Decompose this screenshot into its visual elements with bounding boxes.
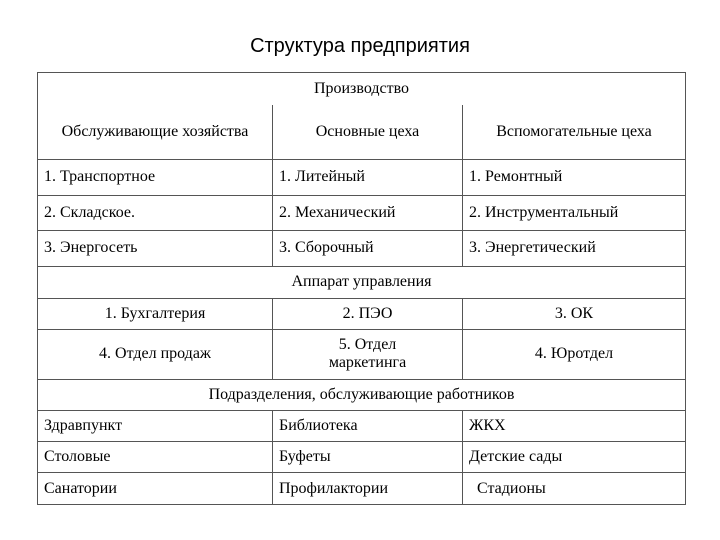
table-cell: 3. Энергосеть [38,231,273,266]
column-header-service: Обслуживающие хозяйства [38,105,273,160]
table-cell: Санатории [38,473,273,505]
table-cell: Буфеты [273,442,463,473]
production-columns-row [38,105,686,160]
table-cell: 5. Отдел маркетинга [273,329,463,380]
services-heading: Подразделения, обслуживающие работников [38,380,686,410]
table-row [38,410,686,441]
table-cell: 1. Транспортное [38,160,273,195]
table-cell: 1. Ремонтный [463,160,686,195]
table-row [38,329,686,380]
table-row [38,160,686,195]
enterprise-structure-table [37,72,686,505]
table-cell: 4. Юротдел [463,329,686,380]
table-cell: 3. ОК [463,299,686,329]
table-cell: Профилактории [273,473,463,505]
management-heading-row [38,266,686,298]
table-cell: Здравпункт [38,410,273,441]
table-cell: 2. ПЭО [273,299,463,329]
table-cell: 3. Сборочный [273,231,463,266]
table-row [38,231,686,266]
table-cell: ЖКХ [463,410,686,441]
table-cell: 1. Бухгалтерия [38,299,273,329]
table-cell: Детские сады [463,442,686,473]
table-row [38,473,686,505]
table-cell: Библиотека [273,410,463,441]
table-cell: 4. Отдел продаж [38,329,273,380]
production-heading-row [38,73,686,105]
page-title: Структура предприятия [250,35,470,57]
services-heading-row [38,380,686,410]
table-cell: 2. Механический [273,195,463,230]
column-header-auxiliary: Вспомогательные цеха [463,105,686,160]
table-cell: 3. Энергетический [463,231,686,266]
table-row [38,299,686,329]
table-cell: 2. Складское. [38,195,273,230]
table-cell: 2. Инструментальный [463,195,686,230]
table-row [38,442,686,473]
column-header-main: Основные цеха [315,123,420,141]
table-cell: Стадионы [463,473,686,505]
table-cell: 1. Литейный [273,160,463,195]
management-heading: Аппарат управления [38,266,686,298]
production-heading: Производство [38,73,686,105]
table-cell: Столовые [38,442,273,473]
table-row [38,195,686,230]
